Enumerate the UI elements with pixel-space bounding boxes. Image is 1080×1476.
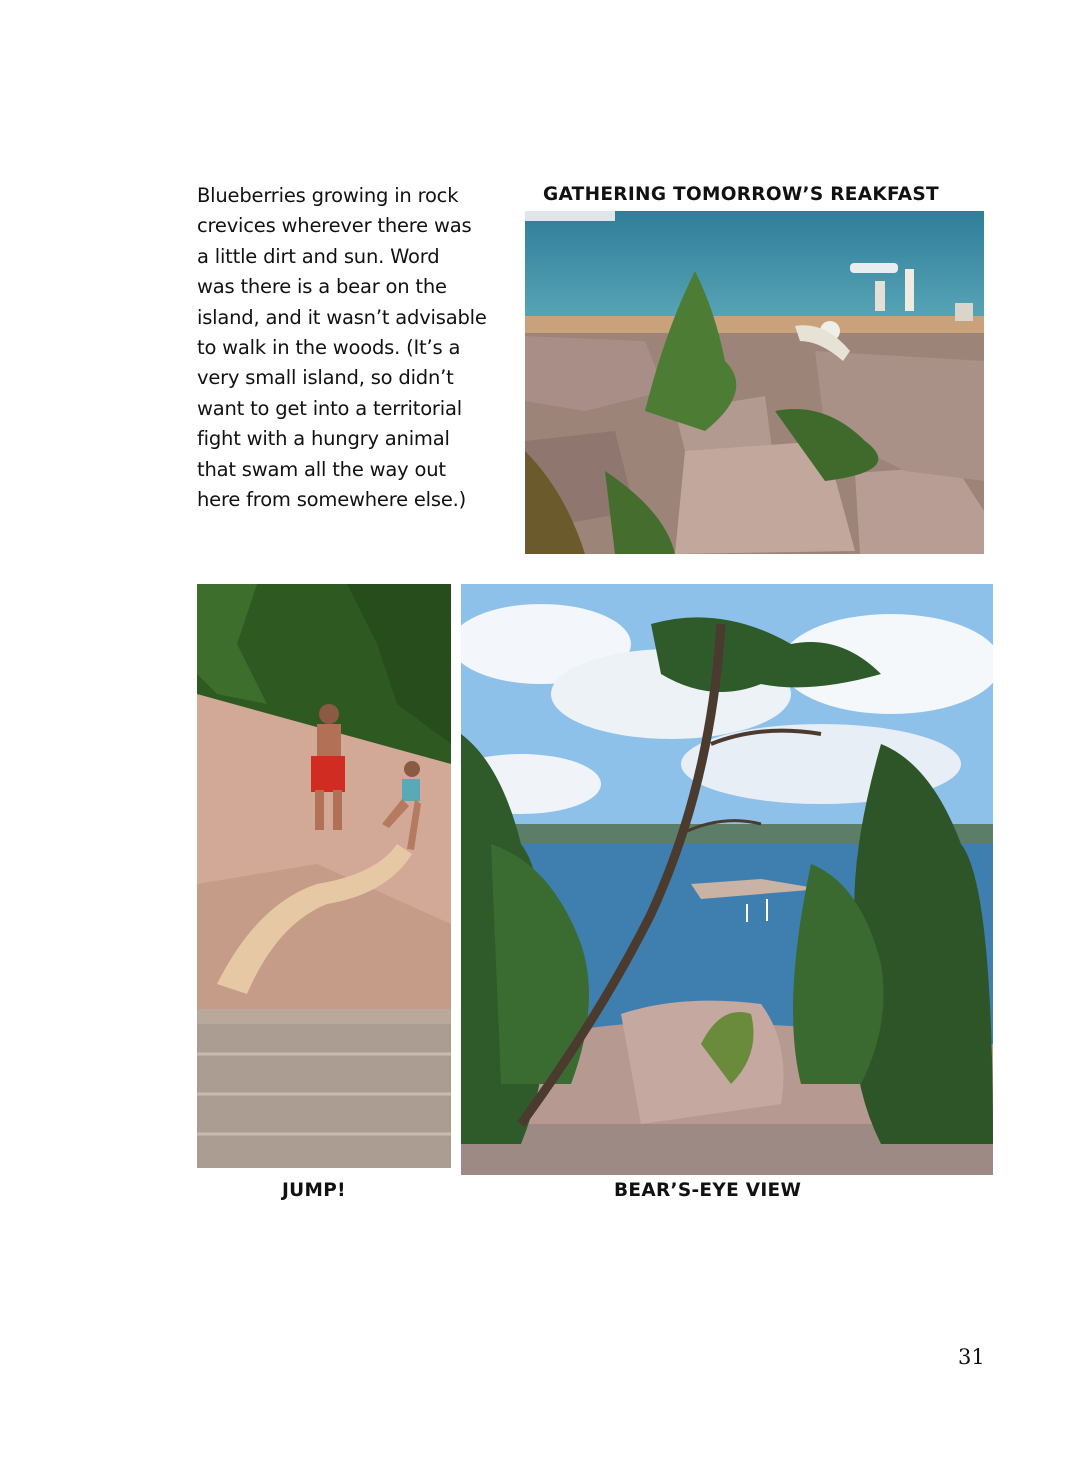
- intro-line: that swam all the way out: [197, 457, 446, 481]
- page-number: 31: [958, 1345, 985, 1369]
- intro-line: to walk in the woods. (It’s a: [197, 336, 461, 360]
- intro-line: Blueberries growing in rock: [197, 184, 459, 207]
- photo-caption-bears-eye-view: BEAR’S-EYE VIEW: [614, 1180, 802, 1201]
- photo-caption-gathering: GATHERING TOMORROW’S REAKFAST: [543, 184, 939, 205]
- intro-line: very small island, so didn’t: [197, 366, 454, 390]
- photo-caption-jump: JUMP!: [282, 1180, 346, 1201]
- intro-line: a little dirt and sun. Word: [197, 244, 440, 268]
- intro-paragraph: [197, 181, 507, 515]
- photo-jump: [197, 584, 451, 1168]
- intro-line: want to get into a territorial: [197, 396, 462, 420]
- intro-line: island, and it wasn’t advisable: [197, 305, 487, 329]
- intro-line: crevices wherever there was: [197, 214, 472, 238]
- intro-line: was there is a bear on the: [197, 275, 447, 299]
- photo-bears-eye-view: [461, 584, 993, 1175]
- intro-line: fight with a hungry animal: [197, 427, 450, 451]
- photo-gathering-blueberries: [525, 211, 984, 554]
- intro-line: here from somewhere else.): [197, 488, 467, 512]
